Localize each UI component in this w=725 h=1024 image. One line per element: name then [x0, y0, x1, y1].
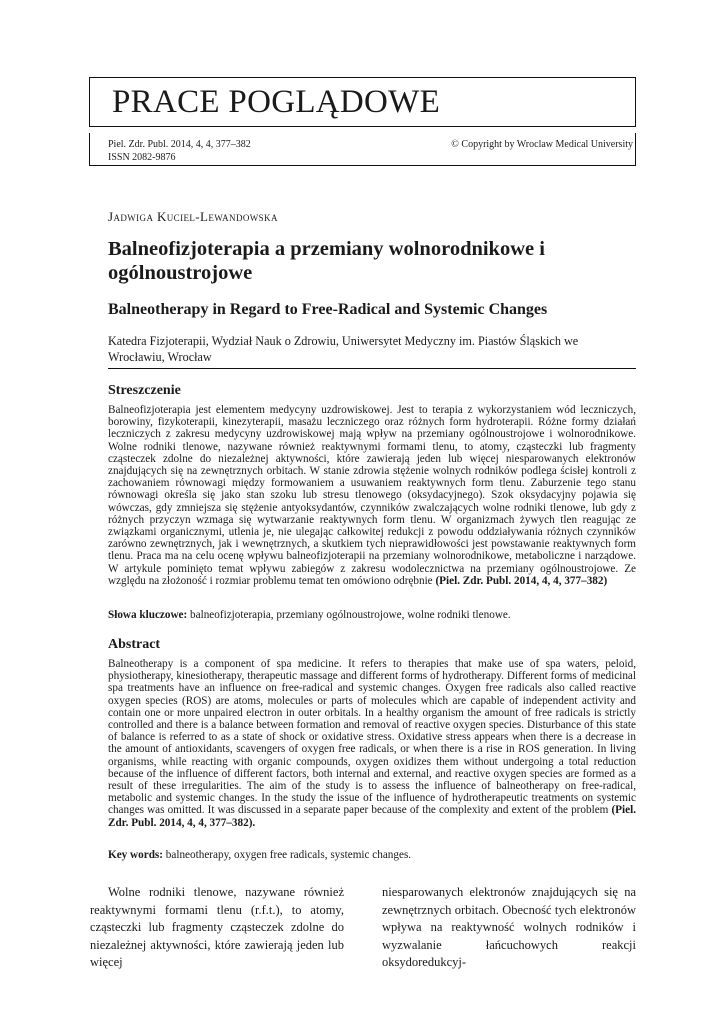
title-english: Balneotherapy in Regard to Free-Radical and Systemic Changes: [108, 301, 548, 318]
keywords-en: balneotherapy, oxygen free radicals, systemic changes.: [165, 849, 412, 861]
abstract-heading: Abstract: [108, 637, 161, 652]
abstract-text: Balneotherapy is a component of spa medicine. It refers to therapies that make use of spa waters, peloid, physiotherapy, kinesiotherapy, therapeutic massage and different forms of hydrotherapy. Different forms of medicinal spa treatments have an influence on free-radical and systemic changes. Oxygen free radicals also called reactive oxygen species (ROS) are atoms, molecules or parts of molecules which are capable of independent activity and contain one or more unpaired electron in outer orbitals. In a healthy organism the amount of free radicals is strictly controlled and there is a balance between formation and removal of reactive oxygen species. Disturbance of this state of balance is referred to as a state of shock or oxidative stress. Oxidative stress appears when there is a decrease in the amount of antioxidants, scavengers of oxygen free radicals, or when there is a rise in ROS generation. In living organisms, while reacting with organic compounds, oxygen oxidizes them without undergoing a total reduction because of the influence of different factors, both internal and external, and reactive oxygen species are formed as a result of these irregularities. The aim of the study is to assess the influence of balneotherapy on free-radical, metabolic and systemic changes. In the study the issue of the influence of hydrotherapeutic treatments on systemic changes was omitted. It was discussed in a separate paper because of the complexity and extent of the problem: [108, 658, 636, 817]
body-column-left: Wolne rodniki tlenowe, nazywane również reaktywnymi formami tlenu (r.f.t.), to atomy, cząsteczki lub fragmenty cząsteczek zdolne do niezależnej aktywności, które zawierają jeden lub więcej: [90, 885, 344, 969]
issn: ISSN 2082-9876: [108, 151, 176, 163]
journal-meta: [108, 139, 251, 164]
journal-citation: Piel. Zdr. Publ. 2014, 4, 4, 377–382: [108, 139, 251, 150]
keywords-label-en: Key words:: [108, 849, 163, 861]
streszczenie-text: Balneofizjoterapia jest elementem medycyny uzdrowiskowej. Jest to terapia z wykorzystaniem wód leczniczych, borowiny, fizykoterapii, kinezyterapii, masażu leczniczego oraz różnych form hydroterapii. Różne formy działań leczniczych z zakresu medycyny uzdrowiskowej mają wpływ na przemiany ogólnoustrojowe i wolnorodnikowe. Wolne rodniki tlenowe, nazywane również reaktywnymi formami tlenu, to atomy, cząsteczki lub fragmenty cząsteczek zdolne do niezależnej aktywności, które zawierają jeden lub więcej niesparowanych elektronów znajdujących się na zewnętrznych orbitach. W stanie zdrowia stężenie wolnych rodników podlega ścisłej kontroli z zachowaniem równowagi między formowaniem a usuwaniem reaktywnych form tlenu. Zaburzenie tego stanu równowagi określa się jako stan szoku lub stresu tlenowego (oksydacyjnego). Szok oksydacyjny pojawia się wówczas, gdy zmniejsza się stężenie antyoksydantów, czynników zwalczających wolne rodniki tlenowe, lub gdy z różnych przyczyn wzmaga się wytwarzanie reaktywnych form tlenu. W organizmach żywych tlen reagując ze związkami organicznymi, utlenia je, nie ulegając całkowitej redukcji z powodu oddziaływania różnych czynników zarówno zewnętrznych, jak i wewnętrznych, a skutkiem tych nieprawidłowości jest powstawanie reaktywnych form tlenu. Praca ma na celu ocenę wpływu balneofizjoterapii na przemiany wolnorodnikowe, metaboliczne i narządowe. W artykule pominięto temat wpływu zabiegów z zakresu wodolecznictwa na przemiany ogólnoustrojowe. Ze względu na złożoność i rozmiar problemu temat ten omówiono odrębnie: [108, 404, 636, 587]
streszczenie-keywords: [108, 609, 636, 622]
header-rule: [108, 368, 636, 369]
section-title: PRACE POGLĄDOWE: [112, 84, 441, 120]
keywords-pl: balneofizjoterapia, przemiany ogólnoustrojowe, wolne rodniki tlenowe.: [190, 609, 511, 621]
keywords-label-pl: Słowa kluczowe:: [108, 609, 188, 621]
abstract-citation: (Piel. Zdr. Publ. 2014, 4, 4, 377–382).: [108, 804, 636, 829]
body-column-right: niesparowanych elektronów znajdujących się na zewnętrznych orbitach. Obecność tych elektronów wpływa na reaktywność wolnych rodników i wyzwalanie łańcuchowych reakcji oksydoredukcyj-: [382, 885, 636, 969]
streszczenie-citation: (Piel. Zdr. Publ. 2014, 4, 4, 377–382): [435, 574, 608, 587]
streszczenie-body: [108, 404, 636, 587]
affiliation: Katedra Fizjoterapii, Wydział Nauk o Zdrowiu, Uniwersytet Medyczny im. Piastów Śląskich we Wrocławiu, Wrocław: [108, 334, 579, 364]
copyright-notice: © Copyright by Wroclaw Medical University: [451, 139, 633, 150]
abstract-body: [108, 658, 636, 829]
title-polish: Balneofizjoterapia a przemiany wolnorodnikowe i ogólnoustrojowe: [108, 238, 545, 284]
streszczenie-heading: Streszczenie: [108, 383, 181, 398]
author-name: Jadwiga Kuciel-Lewandowska: [108, 209, 278, 224]
abstract-keywords: [108, 849, 636, 862]
